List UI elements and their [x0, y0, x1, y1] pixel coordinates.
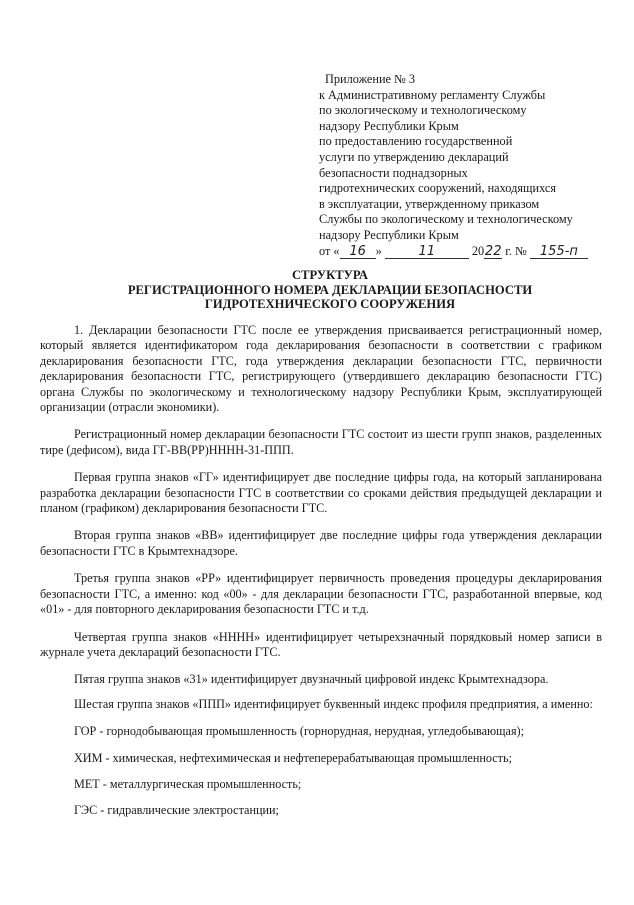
date-prefix: от «: [319, 243, 340, 258]
date-day-handwritten: 16: [349, 243, 366, 259]
date-year-prefix: 20: [471, 243, 485, 258]
profile-list-item: ХИМ - химическая, нефтехимическая и нефтеперерабатывающая промышленность;: [74, 750, 512, 765]
appendix-line: по предоставлению государственной: [319, 134, 513, 149]
appendix-line: Службы по экологическому и технологическому: [319, 212, 573, 227]
profile-list-item: ГЭС - гидравлические электростанции;: [74, 803, 279, 818]
paragraph: Первая группа знаков «ГГ» идентифицирует две последние цифры года, на который запланирована разработка декларации безопасности ГТС в соответствии со сроками действия предыдущей декларации и планом (графиком) декларирования безопасности ГТС.: [40, 470, 602, 516]
appendix-line: безопасности поднадзорных: [319, 165, 468, 180]
order-number-handwritten: 155-п: [539, 243, 578, 259]
date-month-field: [385, 245, 469, 259]
date-quote-close: »: [375, 243, 382, 258]
title-line: ГИДРОТЕХНИЧЕСКОГО СООРУЖЕНИЯ: [204, 297, 456, 312]
appendix-header: [319, 72, 619, 259]
appendix-line: Приложение № 3: [325, 72, 416, 86]
date-year-handwritten: 22: [484, 243, 502, 259]
paragraph: Третья группа знаков «РР» идентифицирует первичность проведения процедуры декларирования безопасности ГТС, а именно: код «00» - для декларации безопасности ГТС, разработанной впервые, код «01» - для повторного декларирования безопасности ГТС и т.д.: [40, 571, 602, 617]
appendix-line: к Административному регламенту Службы: [319, 87, 546, 102]
appendix-line: надзору Республики Крым: [319, 227, 459, 242]
paragraph: Шестая группа знаков «ППП» идентифицирует буквенный индекс профиля предприятия, а именно:: [74, 696, 593, 711]
appendix-line: в эксплуатации, утвержденному приказом: [319, 196, 540, 211]
appendix-line: услуги по утверждению деклараций: [319, 149, 509, 164]
title-line: СТРУКТУРА: [291, 268, 369, 282]
order-date-line: [319, 244, 619, 260]
paragraph: Пятая группа знаков «31» идентифицирует двузначный цифровой индекс Крымтехнадзора.: [74, 672, 549, 687]
profile-list-item: ГОР - горнодобывающая промышленность (горнорудная, нерудная, угледобывающая);: [74, 724, 525, 739]
appendix-line: по экологическому и технологическому: [319, 103, 527, 118]
date-year-tail: г. №: [502, 243, 527, 258]
paragraph: 1. Декларации безопасности ГТС после ее утверждения присваивается регистрационный номер, который является идентификатором года декларирования безопасности в соответствии с графиком декларирования безопасности ГТС, года утверждения декларации безопасности ГТС, первичности декларирования безопасности ГТС, регистрирующего (утвердившего декларацию безопасности ГТС) органа Службы по экологическому и технологическому надзору Республики Крым, эксплуатирующей организации (отрасли экономики).: [40, 323, 602, 415]
paragraph: Вторая группа знаков «ВВ» идентифицирует две последние цифры года утверждения декларации безопасности ГТС в Крымтехнадзоре.: [40, 528, 602, 558]
document-body: [40, 323, 602, 830]
title-line: РЕГИСТРАЦИОННОГО НОМЕРА ДЕКЛАРАЦИИ БЕЗОПАСНОСТИ: [127, 282, 533, 297]
paragraph: Четвертая группа знаков «НННН» идентифицирует четырехзначный порядковый номер записи в журнале учета деклараций безопасности ГТС.: [40, 629, 602, 659]
paragraph: Регистрационный номер декларации безопасности ГТС состоит из шести групп знаков, разделенных тире (дефисом), вида ГГ-ВВ(РР)НННН-31-ППП.: [40, 427, 602, 457]
date-day-field: [340, 245, 376, 259]
appendix-line: надзору Республики Крым: [319, 118, 459, 133]
date-year-field: [484, 245, 502, 259]
appendix-line: гидротехнических сооружений, находящихся: [319, 181, 556, 196]
date-month-handwritten: 11: [418, 243, 436, 259]
profile-list-item: МЕТ - металлургическая промышленность;: [74, 776, 302, 791]
order-number-field: [530, 245, 588, 259]
document-title: [40, 268, 620, 312]
